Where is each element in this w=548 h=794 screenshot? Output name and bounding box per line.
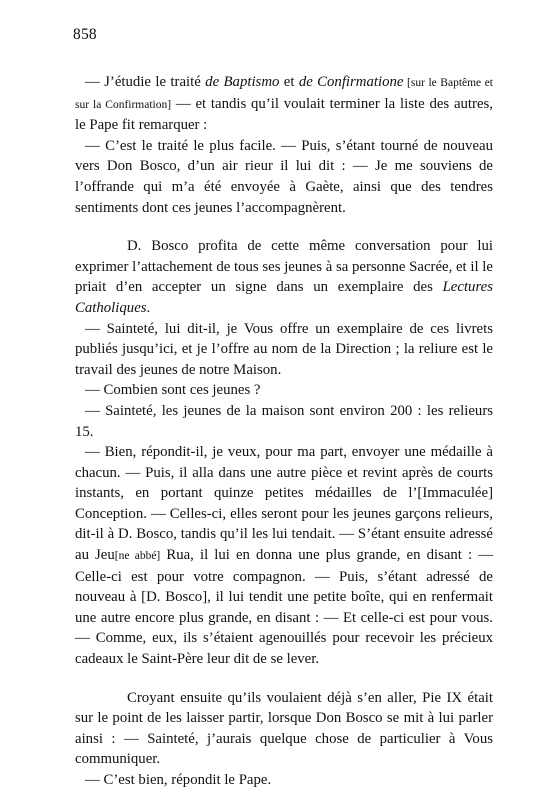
text-run: Rua, il lui en donna une plus grande, en disant : — Celle-ci est pour votre compagnon. — Puis, s’étant adressé de nouveau à [D. Bosco], il lui tendit une petite boîte, qui en renfermait une autre encore plus grande, en disant : — Et celle-ci est pour vous. — Comme, eux, ils s’étaient agenouillés pour recevoir les précieux cadeaux le Saint-Père leur dit de se lever.	[75, 547, 493, 668]
page-number: 858	[73, 26, 97, 43]
editorial-note: [sur le Baptême et sur la Confirmation]	[75, 77, 494, 111]
text-run: — C’est le traité le plus facile. — Puis, s’étant tourné de nouveau vers Don Bosco, d’un air rieur il lui dit : — Je me souviens de l’offrande qui m’a été envoyée à Gaète, ainsi que des tendres sentiments dont ces jeunes l’accompagnèrent.	[75, 137, 493, 216]
text-run: — et tandis qu’il voulait terminer la liste des autres, le Pape fit remarquer :	[75, 95, 493, 134]
text-run: Croyant ensuite qu’ils voulaient déjà s’en aller, Pie IX était sur le point de les laisser partir, lorsque Don Bosco se mit à lui parler ainsi : — Sainteté, j’aurais quelque chose de particulier à Vous communiquer.	[75, 689, 493, 768]
paragraph	[75, 688, 493, 770]
paragraph	[75, 72, 493, 136]
text-run: — Combien sont ces jeunes ?	[85, 382, 261, 399]
text-run: — J’étudie le traité	[85, 74, 206, 90]
paragraph	[75, 380, 493, 401]
paragraph	[75, 401, 493, 442]
text-run: D. Bosco profita de cette même conversation pour lui exprimer l’attachement de tous ses jeunes à sa personne Sacrée, et il le priait d’en accepter un signe dans un exemplaire des	[75, 238, 493, 296]
italic-text: de Baptismo	[205, 74, 280, 90]
editorial-note: [ne abbé]	[114, 550, 161, 563]
text-run: — Sainteté, les jeunes de la maison sont environ 200 : les relieurs 15.	[75, 402, 493, 440]
text-run: — C’est bien, répondit le Pape.	[85, 772, 272, 788]
body-text	[75, 72, 493, 791]
paragraph	[75, 770, 493, 791]
italic-text: de Confirmatione	[298, 74, 404, 90]
paragraph	[75, 236, 493, 318]
italic-text: Lectures Catholiques	[75, 279, 493, 316]
paragraph	[75, 442, 493, 670]
text-run: — Bien, répondit-il, je veux, pour ma part, envoyer une médaille à chacun. — Puis, il alla dans une autre pièce et revint après de courts instants, en portant quinze petites médailles de l’[Immaculée] Conception. — Celles-ci, elles seront pour les jeunes garçons relieurs, dit-il à D. Bosco, tandis qu’il les lui tendait. — S’étant ensuite adressé au Jeu	[75, 444, 493, 564]
text-run: — Sainteté, lui dit-il, je Vous offre un exemplaire de ces livrets publiés jusqu’ici, et je l’offre au nom de la Direction ; la reliure est le travail des jeunes de notre Maison.	[75, 320, 493, 378]
paragraph	[75, 319, 493, 381]
text-run: .	[146, 299, 151, 316]
text-run: et	[279, 74, 299, 90]
paragraph	[75, 136, 493, 218]
